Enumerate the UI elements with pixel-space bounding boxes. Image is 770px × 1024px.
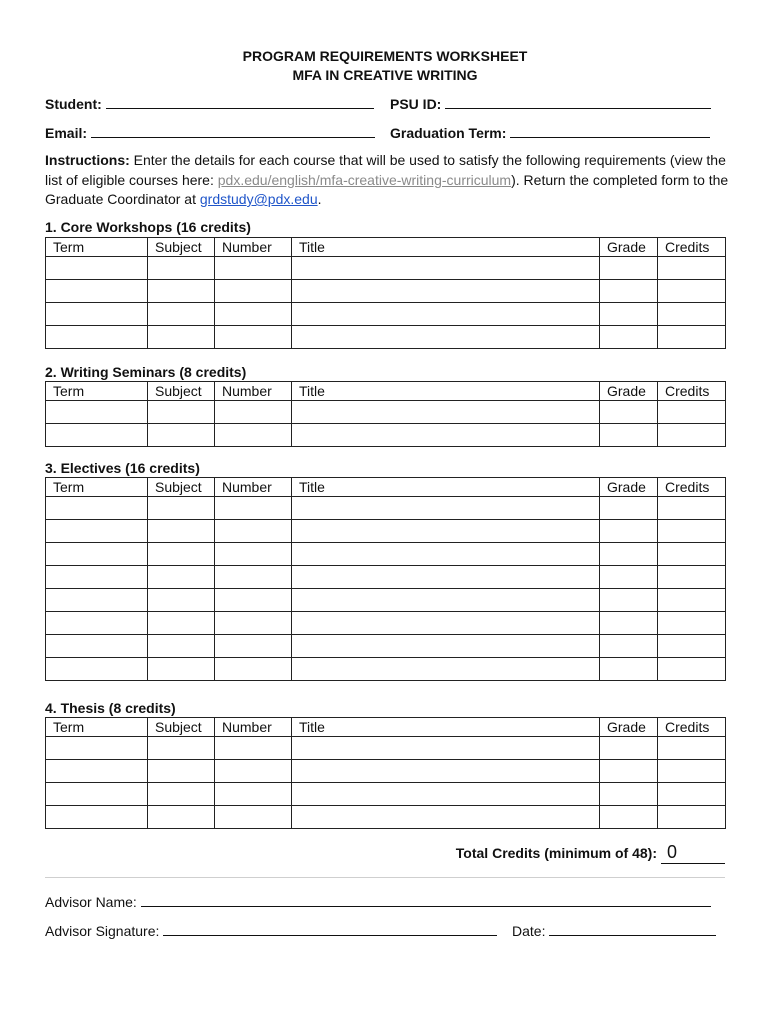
table-row [46,737,726,760]
advisor-signature-input-line[interactable] [163,922,497,936]
table-row [46,760,726,783]
email-input-line[interactable] [91,124,375,138]
title-cell[interactable] [292,566,600,589]
title-cell[interactable] [292,326,600,349]
subject-cell[interactable] [148,612,215,635]
column-header-credits: Credits [658,718,726,737]
title-cell[interactable] [292,806,600,829]
column-header-credits: Credits [658,382,726,401]
subject-cell[interactable] [148,303,215,326]
number-cell[interactable] [215,280,292,303]
number-cell[interactable] [215,658,292,681]
term-cell[interactable] [46,497,148,520]
email-label: Email: [45,125,88,141]
number-cell[interactable] [215,303,292,326]
grade-cell[interactable] [600,658,658,681]
term-cell[interactable] [46,303,148,326]
number-cell[interactable] [215,424,292,447]
subject-cell[interactable] [148,566,215,589]
core-workshops-table [45,237,726,349]
psu-id-label: PSU ID: [390,96,442,112]
subject-cell[interactable] [148,806,215,829]
subject-cell[interactable] [148,635,215,658]
title-cell[interactable] [292,783,600,806]
number-cell[interactable] [215,806,292,829]
instructions-label: Instructions: [45,152,130,168]
table-row [46,326,726,349]
credits-cell[interactable] [658,303,726,326]
column-header-number: Number [215,238,292,257]
credits-cell[interactable] [658,658,726,681]
term-cell[interactable] [46,806,148,829]
electives-table [45,477,726,681]
title-cell[interactable] [292,401,600,424]
term-cell[interactable] [46,543,148,566]
document-subtitle: MFA IN CREATIVE WRITING [292,67,478,83]
table-row [46,589,726,612]
term-cell[interactable] [46,424,148,447]
number-cell[interactable] [215,783,292,806]
table-row [46,783,726,806]
date-field[interactable] [512,922,716,939]
grade-cell[interactable] [600,401,658,424]
term-cell[interactable] [46,612,148,635]
grade-cell[interactable] [600,280,658,303]
title-cell[interactable] [292,424,600,447]
column-header-grade: Grade [600,238,658,257]
subject-cell[interactable] [148,760,215,783]
column-header-subject: Subject [148,478,215,497]
title-cell[interactable] [292,280,600,303]
column-header-title: Title [292,382,600,401]
number-cell[interactable] [215,543,292,566]
title-cell[interactable] [292,612,600,635]
date-label: Date: [512,923,546,939]
column-header-term: Term [46,382,148,401]
credits-cell[interactable] [658,566,726,589]
grade-cell[interactable] [600,520,658,543]
section-electives-heading: 3. Electives (16 credits) [45,460,200,476]
term-cell[interactable] [46,737,148,760]
table-row [46,424,726,447]
thesis-table [45,717,726,829]
section-writing-seminars-heading: 2. Writing Seminars (8 credits) [45,364,247,380]
table-row [46,497,726,520]
number-cell[interactable] [215,737,292,760]
credits-cell[interactable] [658,783,726,806]
term-cell[interactable] [46,589,148,612]
credits-cell[interactable] [658,424,726,447]
table-row [46,520,726,543]
title-cell[interactable] [292,760,600,783]
column-header-term: Term [46,718,148,737]
grade-cell[interactable] [600,760,658,783]
grade-cell[interactable] [600,497,658,520]
grade-cell[interactable] [600,257,658,280]
advisor-name-label: Advisor Name: [45,894,137,910]
subject-cell[interactable] [148,737,215,760]
number-cell[interactable] [215,760,292,783]
column-header-subject: Subject [148,238,215,257]
term-cell[interactable] [46,760,148,783]
number-cell[interactable] [215,326,292,349]
credits-cell[interactable] [658,612,726,635]
coordinator-email-link[interactable]: grdstudy@pdx.edu [199,191,318,207]
grade-cell[interactable] [600,424,658,447]
table-row [46,566,726,589]
divider [45,877,725,878]
column-header-credits: Credits [658,478,726,497]
term-cell[interactable] [46,635,148,658]
table-row [46,658,726,681]
section-thesis-heading: 4. Thesis (8 credits) [45,700,176,716]
column-header-number: Number [215,382,292,401]
grade-cell[interactable] [600,737,658,760]
credits-cell[interactable] [658,257,726,280]
column-header-term: Term [46,238,148,257]
table-row [46,635,726,658]
writing-seminars-table [45,381,726,447]
column-header-title: Title [292,238,600,257]
credits-cell[interactable] [658,401,726,424]
total-credits [456,842,725,864]
title-cell[interactable] [292,589,600,612]
advisor-name-input-line[interactable] [141,893,711,907]
term-cell[interactable] [46,783,148,806]
subject-cell[interactable] [148,589,215,612]
student-input-line[interactable] [106,95,374,109]
subject-cell[interactable] [148,543,215,566]
column-header-grade: Grade [600,718,658,737]
grade-cell[interactable] [600,612,658,635]
term-cell[interactable] [46,401,148,424]
term-cell[interactable] [46,566,148,589]
credits-cell[interactable] [658,589,726,612]
student-field[interactable] [45,95,374,112]
instructions-text-3: . [317,191,322,207]
advisor-name-field[interactable] [45,893,711,910]
psu-id-input-line[interactable] [445,95,711,109]
column-header-title: Title [292,478,600,497]
table-header-row [46,718,726,737]
table-row [46,806,726,829]
title-cell[interactable] [292,635,600,658]
credits-cell[interactable] [658,635,726,658]
term-cell[interactable] [46,280,148,303]
grade-cell[interactable] [600,589,658,612]
table-row [46,543,726,566]
table-row [46,612,726,635]
column-header-number: Number [215,478,292,497]
table-header-row [46,382,726,401]
title-cell[interactable] [292,257,600,280]
number-cell[interactable] [215,497,292,520]
grade-cell[interactable] [600,566,658,589]
table-row [46,257,726,280]
subject-cell[interactable] [148,658,215,681]
advisor-signature-label: Advisor Signature: [45,923,160,939]
instructions-text-1: Enter the details for each course that will be used to satisfy the following requirements (view the list of eligible courses here: [45,152,726,188]
table-header-row [46,238,726,257]
table-row [46,303,726,326]
table-header-row [46,478,726,497]
credits-cell[interactable] [658,543,726,566]
credits-cell[interactable] [658,280,726,303]
column-header-term: Term [46,478,148,497]
term-cell[interactable] [46,658,148,681]
grade-cell[interactable] [600,783,658,806]
graduation-term-field[interactable] [390,124,710,141]
column-header-subject: Subject [148,382,215,401]
section-core-workshops-heading: 1. Core Workshops (16 credits) [45,219,251,235]
number-cell[interactable] [215,612,292,635]
title-cell[interactable] [292,520,600,543]
column-header-grade: Grade [600,382,658,401]
document-title: PROGRAM REQUIREMENTS WORKSHEET [242,48,528,64]
advisor-signature-field[interactable] [45,922,497,939]
email-field[interactable] [45,124,375,141]
date-input-line[interactable] [549,922,716,936]
title-cell[interactable] [292,543,600,566]
subject-cell[interactable] [148,497,215,520]
term-cell[interactable] [46,257,148,280]
subject-cell[interactable] [148,257,215,280]
psu-id-field[interactable] [390,95,711,112]
subject-cell[interactable] [148,783,215,806]
total-credits-value[interactable]: 0 [661,842,725,864]
credits-cell[interactable] [658,760,726,783]
subject-cell[interactable] [148,280,215,303]
column-header-subject: Subject [148,718,215,737]
instructions-paragraph [45,151,735,210]
column-header-grade: Grade [600,478,658,497]
title-cell[interactable] [292,303,600,326]
term-cell[interactable] [46,520,148,543]
table-row [46,280,726,303]
instructions-text-2: ). Return the completed form to the Graduate Coordinator at [45,171,729,207]
grade-cell[interactable] [600,303,658,326]
graduation-term-input-line[interactable] [510,124,710,138]
number-cell[interactable] [215,589,292,612]
subject-cell[interactable] [148,326,215,349]
number-cell[interactable] [215,635,292,658]
grade-cell[interactable] [600,543,658,566]
credits-cell[interactable] [658,520,726,543]
credits-cell[interactable] [658,326,726,349]
credits-cell[interactable] [658,806,726,829]
column-header-number: Number [215,718,292,737]
term-cell[interactable] [46,326,148,349]
column-header-title: Title [292,718,600,737]
column-header-credits: Credits [658,238,726,257]
subject-cell[interactable] [148,401,215,424]
credits-cell[interactable] [658,737,726,760]
grade-cell[interactable] [600,326,658,349]
credits-cell[interactable] [658,497,726,520]
title-cell[interactable] [292,658,600,681]
total-credits-label: Total Credits (minimum of 48): [455,845,657,861]
grade-cell[interactable] [600,635,658,658]
graduation-term-label: Graduation Term: [390,125,507,141]
number-cell[interactable] [215,520,292,543]
curriculum-link[interactable]: pdx.edu/english/mfa-creative-writing-curriculum [217,171,512,188]
title-cell[interactable] [292,497,600,520]
grade-cell[interactable] [600,806,658,829]
subject-cell[interactable] [148,424,215,447]
table-row [46,401,726,424]
number-cell[interactable] [215,401,292,424]
title-cell[interactable] [292,737,600,760]
number-cell[interactable] [215,566,292,589]
subject-cell[interactable] [148,520,215,543]
number-cell[interactable] [215,257,292,280]
student-label: Student: [45,96,102,112]
